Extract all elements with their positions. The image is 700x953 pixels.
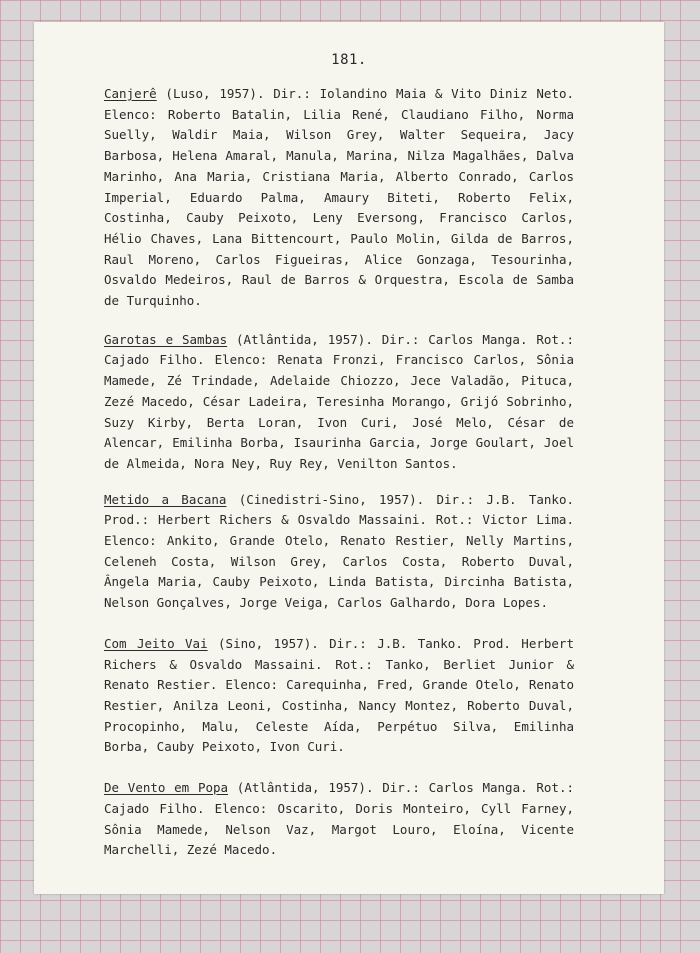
- film-details: (Sino, 1957). Dir.: J.B. Tanko. Prod. Herbert Richers & Osvaldo Massaini. Rot.: Tanko, Berliet Junior & Renato Restier. Elenco: Carequinha, Fred, Grande Otelo, Renato Restier, Anilza Leoni, Costinha, Nancy Montez, Roberto Duval, Procopinho, Malu, Celeste Aída, Perpétuo Silva, Emilinha Borba, Cauby Peixoto, Ivon Curi.: [104, 635, 574, 755]
- film-title: De Vento em Popa: [104, 780, 229, 796]
- film-title: Garotas e Sambas: [104, 331, 228, 347]
- film-entry: [104, 778, 574, 861]
- film-entry: [104, 490, 574, 614]
- film-entry: [104, 634, 574, 758]
- page-number: 181.: [331, 52, 367, 68]
- film-title: Metido a Bacana: [104, 491, 227, 507]
- film-details: (Atlântida, 1957). Dir.: Carlos Manga. Rot.: Cajado Filho. Elenco: Oscarito, Doris Monteiro, Cyll Farney, Sônia Mamede, Nelson Vaz, Margot Louro, Eloína, Vicente Marchelli, Zezé Macedo.: [104, 780, 574, 858]
- film-entry: [104, 84, 574, 312]
- film-title: Com Jeito Vai: [104, 635, 208, 651]
- filmography-entries: [104, 84, 574, 881]
- film-details: (Luso, 1957). Dir.: Iolandino Maia & Vito Diniz Neto. Elenco: Roberto Batalin, Lilia René, Claudiano Filho, Norma Suelly, Waldir Maia, Wilson Grey, Walter Sequeira, Jacy Barbosa, Helena Amaral, Manula, Marina, Nilza Magalhães, Dalva Marinho, Ana Maria, Cristiana Maria, Alberto Conrado, Carlos Imperial, Eduardo Palma, Amaury Biteti, Roberto Felix, Costinha, Cauby Peixoto, Leny Eversong, Francisco Carlos, Hélio Chaves, Lana Bittencourt, Paulo Molin, Gilda de Barros, Raul Moreno, Carlos Figueiras, Alice Gonzaga, Tesourinha, Osvaldo Medeiros, Raul de Barros & Orquestra, Escola de Samba de Turquinho.: [104, 86, 574, 309]
- document-page: [34, 22, 664, 894]
- film-title: Canjerê: [104, 86, 157, 101]
- film-entry: [104, 330, 574, 475]
- film-details: (Atlântida, 1957). Dir.: Carlos Manga. Rot.: Cajado Filho. Elenco: Renata Fronzi, Francisco Carlos, Sônia Mamede, Zé Trindade, Adelaide Chiozzo, Jece Valadão, Pituca, Zezé Macedo, César Ladeira, Teresinha Morango, Grijó Sobrinho, Suzy Kirby, Berta Loran, Ivon Curi, José Melo, César de Alencar, Emilinha Borba, Isaurinha Garcia, Jorge Goulart, Joel de Almeida, Nora Ney, Ruy Rey, Venilton Santos.: [104, 331, 574, 471]
- film-details: (Cinedistri-Sino, 1957). Dir.: J.B. Tanko. Prod.: Herbert Richers & Osvaldo Massaini. Rot.: Victor Lima. Elenco: Ankito, Grande Otelo, Renato Restier, Nelly Martins, Celeneh Costa, Wilson Grey, Carlos Costa, Roberto Duval, Ângela Maria, Cauby Peixoto, Linda Batista, Dircinha Batista, Nelson Gonçalves, Jorge Veiga, Carlos Galhardo, Dora Lopes.: [104, 491, 574, 611]
